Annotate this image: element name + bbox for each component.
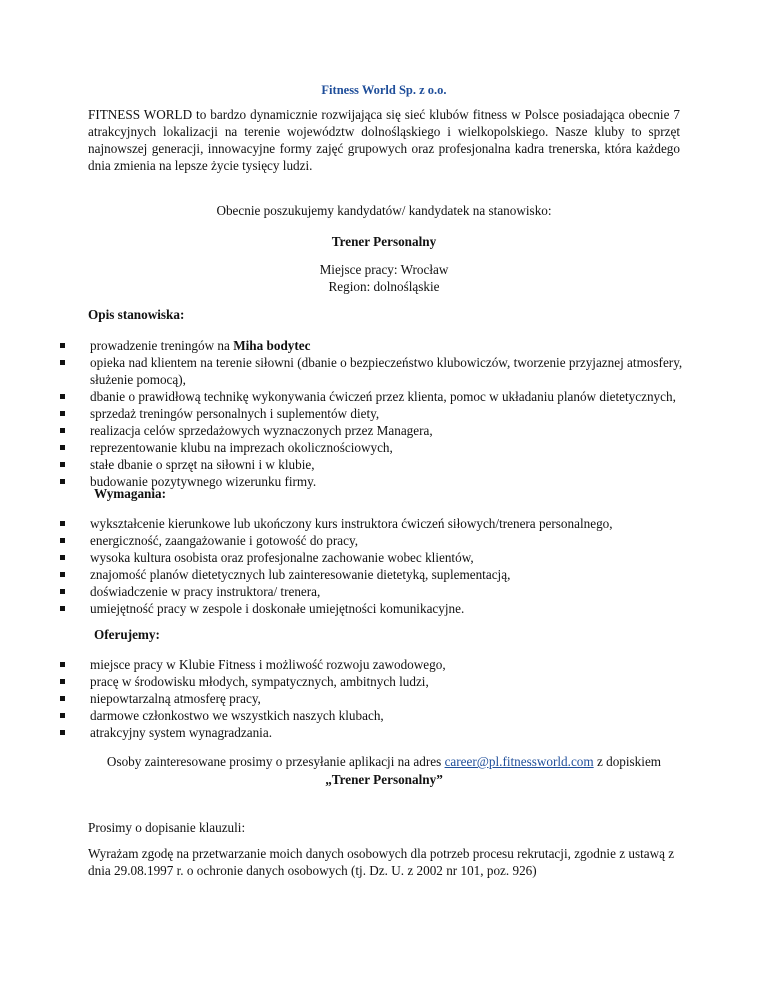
list-item: realizacja celów sprzedażowych wyznaczonych przez Managera, (60, 422, 700, 439)
apply-prefix: Osoby zainteresowane prosimy o przesyłanie aplikacji na adres (106, 754, 445, 769)
list-item: znajomość planów dietetycznych lub zainteresowanie dietetyką, suplementacją, (60, 566, 700, 583)
list-item: wysoka kultura osobista oraz profesjonalne zachowanie wobec klientów, (60, 549, 700, 566)
list-item-text: prowadzenie treningów na (90, 338, 234, 353)
list-item: opieka nad klientem na terenie siłowni (dbanie o bezpieczeństwo klubowiczów, tworzenie przyjaznej atmosfery, służenie pomocą), (60, 354, 700, 388)
wymagania-list (60, 515, 700, 617)
apply-tag: „Trener Personalny” (325, 772, 443, 787)
list-item: dbanie o prawidłową technikę wykonywania ćwiczeń przez klienta, pomoc w układaniu planów dietetycznych, (60, 388, 700, 405)
clause-intro: Prosimy o dopisanie klauzuli: (88, 820, 246, 835)
email-link[interactable]: career@pl.fitnessworld.com (444, 754, 594, 769)
intro-paragraph: FITNESS WORLD to bardzo dynamicznie rozwijająca się sieć klubów fitness w Polsce posiadająca obecnie 7 atrakcyjnych lokalizacji na terenie województw dolnośląskiego i wielkopolskiego. Nasze kluby to sprzęt najnowszej generacji, innowacyjne formy zajęć grupowych oraz profesjonalna kadra trenerska, która każdego dnia zmienia na lepsze życie tysięcy ludzi. (88, 107, 680, 173)
region-text: Region: dolnośląskie (328, 279, 440, 294)
list-item: energiczność, zaangażowanie i gotowość do pracy, (60, 532, 700, 549)
apply-text (0, 753, 768, 770)
location-text: Miejsce pracy: Wrocław (319, 262, 449, 277)
list-item: stałe dbanie o sprzęt na siłowni i w klubie, (60, 456, 700, 473)
list-item (60, 337, 700, 354)
apply-suffix: z dopiskiem (593, 754, 662, 769)
list-item: pracę w środowisku młodych, sympatycznych, ambitnych ludzi, (60, 673, 700, 690)
list-item: niepowtarzalną atmosferę pracy, (60, 690, 700, 707)
opis-list (60, 337, 700, 490)
opis-heading: Opis stanowiska: (88, 307, 185, 322)
list-item: wykształcenie kierunkowe lub ukończony kurs instruktora ćwiczeń siłowych/trenera personalnego, (60, 515, 700, 532)
list-item-bold: Miha bodytec (233, 338, 311, 353)
list-item: atrakcyjny system wynagradzania. (60, 724, 700, 741)
oferujemy-list (60, 656, 700, 741)
company-title: Fitness World Sp. z o.o. (321, 83, 447, 97)
list-item: sprzedaż treningów personalnych i suplementów diety, (60, 405, 700, 422)
list-item: miejsce pracy w Klubie Fitness i możliwość rozwoju zawodowego, (60, 656, 700, 673)
position-title: Trener Personalny (331, 234, 437, 249)
seeking-text: Obecnie poszukujemy kandydatów/ kandydatek na stanowisko: (216, 203, 552, 218)
list-item: darmowe członkostwo we wszystkich naszych klubach, (60, 707, 700, 724)
list-item: doświadczenie w pracy instruktora/ trenera, (60, 583, 700, 600)
wymagania-heading: Wymagania: (94, 486, 167, 501)
list-item: umiejętność pracy w zespole i doskonałe umiejętności komunikacyjne. (60, 600, 700, 617)
oferujemy-heading: Oferujemy: (94, 627, 160, 642)
list-item: budowanie pozytywnego wizerunku firmy. (60, 473, 700, 490)
clause-text: Wyrażam zgodę na przetwarzanie moich danych osobowych dla potrzeb procesu rekrutacji, zgodnie z ustawą z dnia 29.08.1997 r. o ochronie danych osobowych (tj. Dz. U. z 2002 nr 101, poz. 926) (88, 846, 675, 878)
list-item: reprezentowanie klubu na imprezach okolicznościowych, (60, 439, 700, 456)
